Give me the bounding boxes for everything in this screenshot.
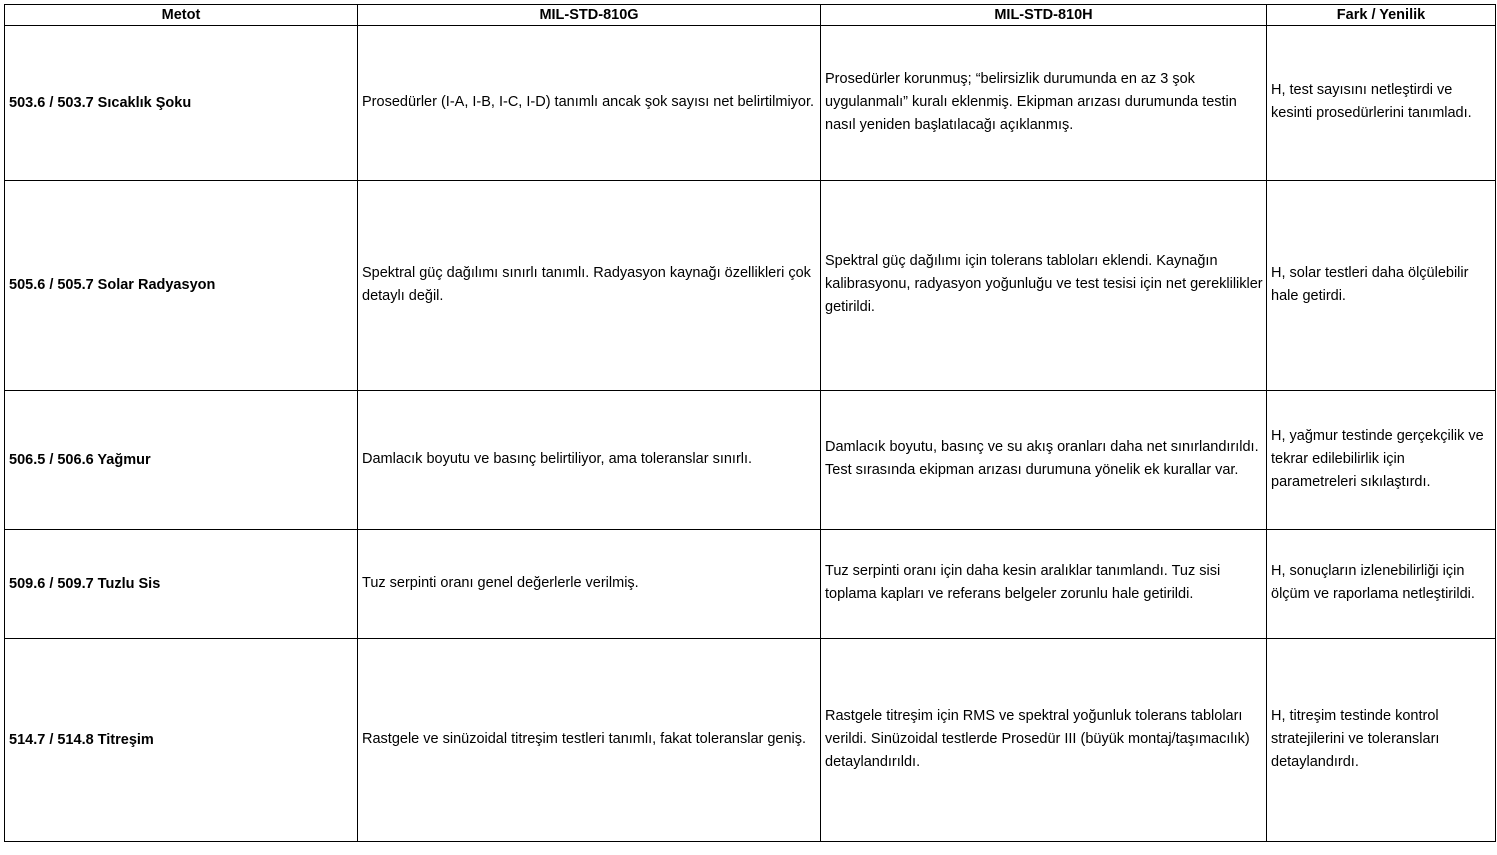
table-row	[5, 530, 1496, 639]
mil-std-810g-cell	[358, 639, 821, 842]
metot-cell: 505.6 / 505.7 Solar Radyasyon	[5, 181, 358, 391]
header-mil-std-810g: MIL-STD-810G	[358, 5, 821, 26]
comparison-table	[4, 4, 1496, 842]
mil-std-810g-cell	[358, 530, 821, 639]
metot-cell: 509.6 / 509.7 Tuzlu Sis	[5, 530, 358, 639]
cell-text: Damlacık boyutu ve basınç belirtiliyor, ama toleranslar sınırlı.	[362, 450, 753, 467]
header-row	[5, 5, 1496, 26]
mil-std-810h-cell	[821, 181, 1267, 391]
mil-std-810h-cell	[821, 530, 1267, 639]
cell-text: H, solar testleri daha ölçülebilir hale getirdi.	[1271, 264, 1469, 304]
fark-cell	[1267, 391, 1496, 530]
table-body	[5, 26, 1496, 842]
cell-text: Damlacık boyutu, basınç ve su akış oranları daha net sınırlandırıldı. Test sırasında ekipman arızası durumuna yönelik ek kurallar var.	[825, 439, 1259, 478]
metot-cell: 503.6 / 503.7 Sıcaklık Şoku	[5, 26, 358, 181]
header-metot: Metot	[5, 5, 358, 26]
cell-text: H, sonuçların izlenebilirliği için ölçüm ve raporlama netleştirildi.	[1271, 563, 1475, 602]
mil-std-810g-cell	[358, 181, 821, 391]
fark-cell	[1267, 639, 1496, 842]
cell-text: H, yağmur testinde gerçekçilik ve tekrar edilebilirlik için parametreleri sıkılaştırdı.	[1271, 427, 1484, 490]
cell-text: Rastgele titreşim için RMS ve spektral yoğunluk tolerans tabloları verildi. Sinüzoidal testlerde Prosedür III (büyük montaj/taşımacılık) detaylandırıldı.	[825, 707, 1250, 770]
header-mil-std-810h: MIL-STD-810H	[821, 5, 1267, 26]
mil-std-810h-cell	[821, 26, 1267, 181]
fark-cell	[1267, 530, 1496, 639]
mil-std-810h-cell	[821, 391, 1267, 530]
mil-std-810g-cell	[358, 391, 821, 530]
metot-cell: 506.5 / 506.6 Yağmur	[5, 391, 358, 530]
table-row	[5, 639, 1496, 842]
cell-text: Prosedürler (I-A, I-B, I-C, I-D) tanımlı ancak şok sayısı net belirtilmiyor.	[362, 93, 815, 110]
table-header	[5, 5, 1496, 26]
cell-text: H, titreşim testinde kontrol stratejilerini ve toleransları detaylandırdı.	[1271, 707, 1440, 770]
cell-text: Spektral güç dağılımı için tolerans tabloları eklendi. Kaynağın kalibrasyonu, radyasyon yoğunluğu ve test tesisi için net gereklilikler getirildi.	[825, 253, 1263, 315]
metot-cell: 514.7 / 514.8 Titreşim	[5, 639, 358, 842]
cell-text: H, test sayısını netleştirdi ve kesinti prosedürlerini tanımladı.	[1271, 82, 1472, 121]
table-row	[5, 26, 1496, 181]
cell-text: Spektral güç dağılımı sınırlı tanımlı. Radyasyon kaynağı özellikleri çok detaylı değil.	[362, 264, 811, 304]
table-row	[5, 181, 1496, 391]
cell-text: Tuz serpinti oranı genel değerlerle verilmiş.	[362, 574, 639, 591]
fark-cell	[1267, 26, 1496, 181]
header-fark-yenilik: Fark / Yenilik	[1267, 5, 1496, 26]
fark-cell	[1267, 181, 1496, 391]
mil-std-810g-cell	[358, 26, 821, 181]
cell-text: Tuz serpinti oranı için daha kesin aralıklar tanımlandı. Tuz sisi toplama kapları ve referans belgeler zorunlu hale getirildi.	[825, 563, 1221, 602]
cell-text: Rastgele ve sinüzoidal titreşim testleri tanımlı, fakat toleranslar geniş.	[362, 730, 807, 747]
mil-std-810h-cell	[821, 639, 1267, 842]
table-row	[5, 391, 1496, 530]
cell-text: Prosedürler korunmuş; “belirsizlik durumunda en az 3 şok uygulanmalı” kuralı eklenmiş. Ekipman arızası durumunda testin nasıl yeniden başlatılacağı açıklanmış.	[825, 70, 1237, 133]
